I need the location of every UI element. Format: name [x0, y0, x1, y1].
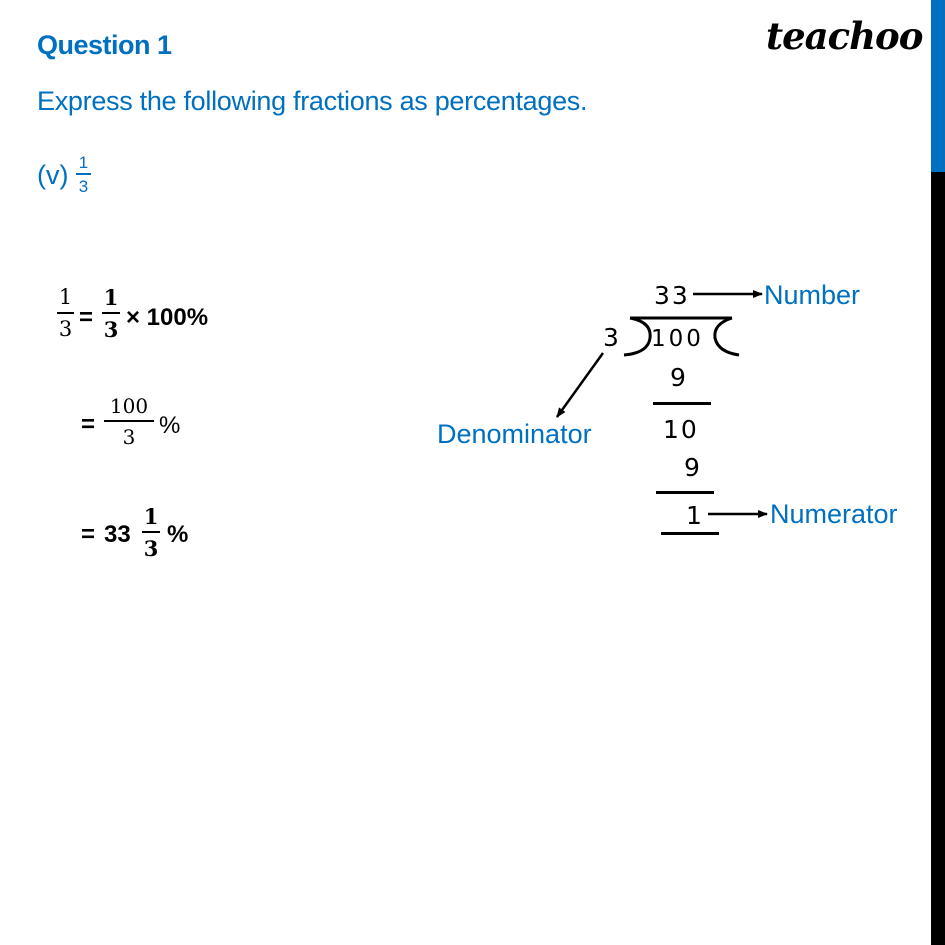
fraction-numerator: 1	[58, 285, 73, 309]
teachoo-logo: teachoo	[766, 14, 923, 58]
whole-number: 33	[104, 521, 131, 548]
fraction-denominator: 3	[58, 317, 73, 341]
divisor: 3	[603, 323, 621, 352]
part-label: (v)	[37, 160, 69, 190]
question-title: Question 1	[37, 30, 172, 60]
fraction-denominator: 3	[78, 177, 89, 196]
fraction-denominator: 3	[143, 536, 159, 561]
equals-sign: =	[79, 304, 94, 331]
fraction-numerator: 1	[143, 504, 159, 529]
left-bracket	[624, 318, 650, 355]
step-subtract-2: 9	[684, 453, 702, 482]
fraction-denominator: 3	[103, 317, 119, 342]
equals-sign: =	[81, 411, 96, 438]
equals-sign: =	[81, 521, 96, 548]
fraction-denominator: 3	[122, 425, 136, 449]
quotient: 33	[654, 281, 690, 310]
step-remainder-2: 1	[686, 501, 704, 530]
question-prompt: Express the following fractions as percentages.	[37, 86, 588, 116]
step-subtract-1: 9	[670, 363, 688, 392]
fraction-numerator: 100	[109, 394, 149, 418]
step-remainder-1: 10	[663, 415, 699, 444]
right-bracket	[715, 318, 739, 355]
percent-sign: %	[167, 521, 189, 548]
fraction-numerator: 1	[103, 285, 119, 310]
dividend: 100	[651, 326, 704, 352]
number-label: Number	[764, 280, 861, 310]
numerator-label: Numerator	[770, 499, 898, 529]
denominator-label: Denominator	[437, 419, 592, 449]
times-100-percent: × 100%	[126, 304, 209, 331]
arrow-to-denominator-icon	[557, 353, 603, 417]
percent-sign: %	[159, 412, 181, 439]
fraction-numerator: 1	[78, 153, 89, 172]
